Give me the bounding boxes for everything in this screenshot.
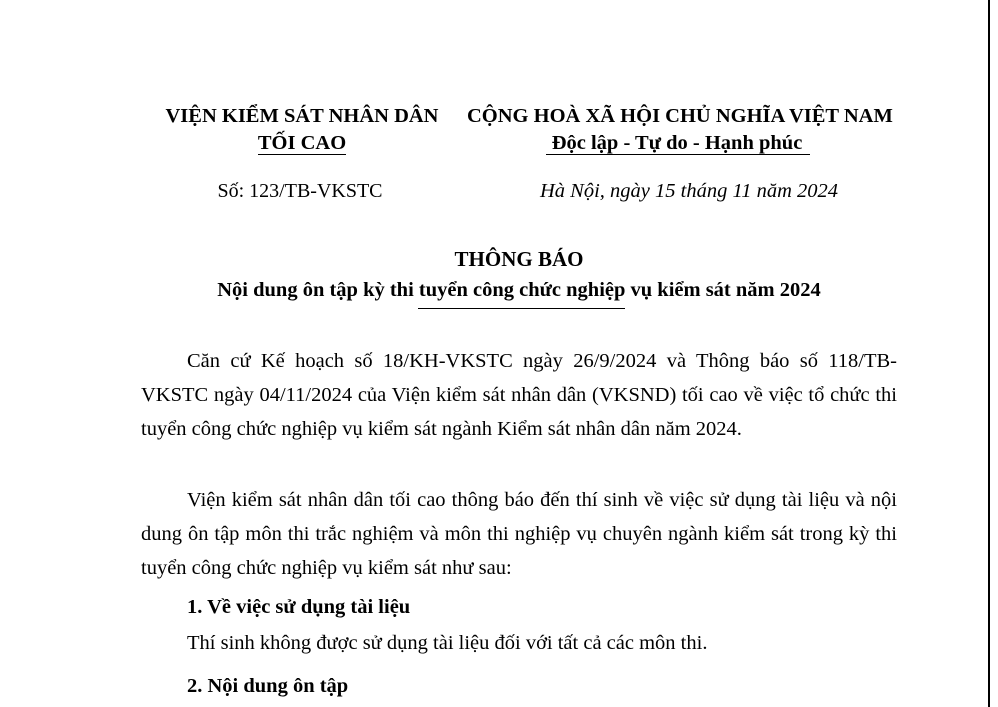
agency-name bbox=[157, 103, 447, 157]
document-title: THÔNG BÁO bbox=[454, 247, 584, 271]
agency-name-line1: VIỆN KIỂM SÁT NHÂN DÂN bbox=[165, 105, 439, 127]
page-edge-line bbox=[988, 0, 990, 707]
national-header bbox=[467, 103, 893, 157]
agency-underline bbox=[258, 154, 346, 155]
document-date-place: Hà Nội, ngày 15 tháng 11 năm 2024 bbox=[540, 180, 839, 202]
body-paragraph-1: Căn cứ Kế hoạch số 18/KH-VKSTC ngày 26/9/2024 và Thông báo số 118/TB-VKSTC ngày 04/11/2024 của Viện kiểm sát nhân dân (VKSND) tối cao về việc tổ chức thi tuyển công chức nghiệp vụ kiểm sát ngành Kiểm sát nhân dân năm 2024. bbox=[141, 350, 897, 440]
agency-name-line2: TỐI CAO bbox=[257, 132, 347, 154]
section-heading-2: 2. Nội dung ôn tập bbox=[187, 675, 349, 697]
motto-underline bbox=[546, 154, 810, 155]
nation-motto: Độc lập - Tự do - Hạnh phúc bbox=[551, 132, 803, 154]
section-heading-1: 1. Về việc sử dụng tài liệu bbox=[187, 596, 411, 618]
section-text-1: Thí sinh không được sử dụng tài liệu đối với tất cả các môn thi. bbox=[187, 632, 708, 654]
document-subtitle: Nội dung ôn tập kỳ thi tuyển công chức nghiệp vụ kiểm sát năm 2024 bbox=[217, 279, 821, 301]
nation-name: CỘNG HOÀ XÃ HỘI CHỦ NGHĨA VIỆT NAM bbox=[467, 105, 893, 127]
subtitle-underline bbox=[418, 308, 625, 309]
document-number: Số: 123/TB-VKSTC bbox=[217, 180, 383, 202]
body-paragraph-2: Viện kiểm sát nhân dân tối cao thông báo đến thí sinh về việc sử dụng tài liệu và nội dung ôn tập môn thi trắc nghiệm và môn thi nghiệp vụ chuyên ngành kiểm sát trong kỳ thi tuyển công chức nghiệp vụ kiểm sát như sau: bbox=[141, 489, 897, 579]
